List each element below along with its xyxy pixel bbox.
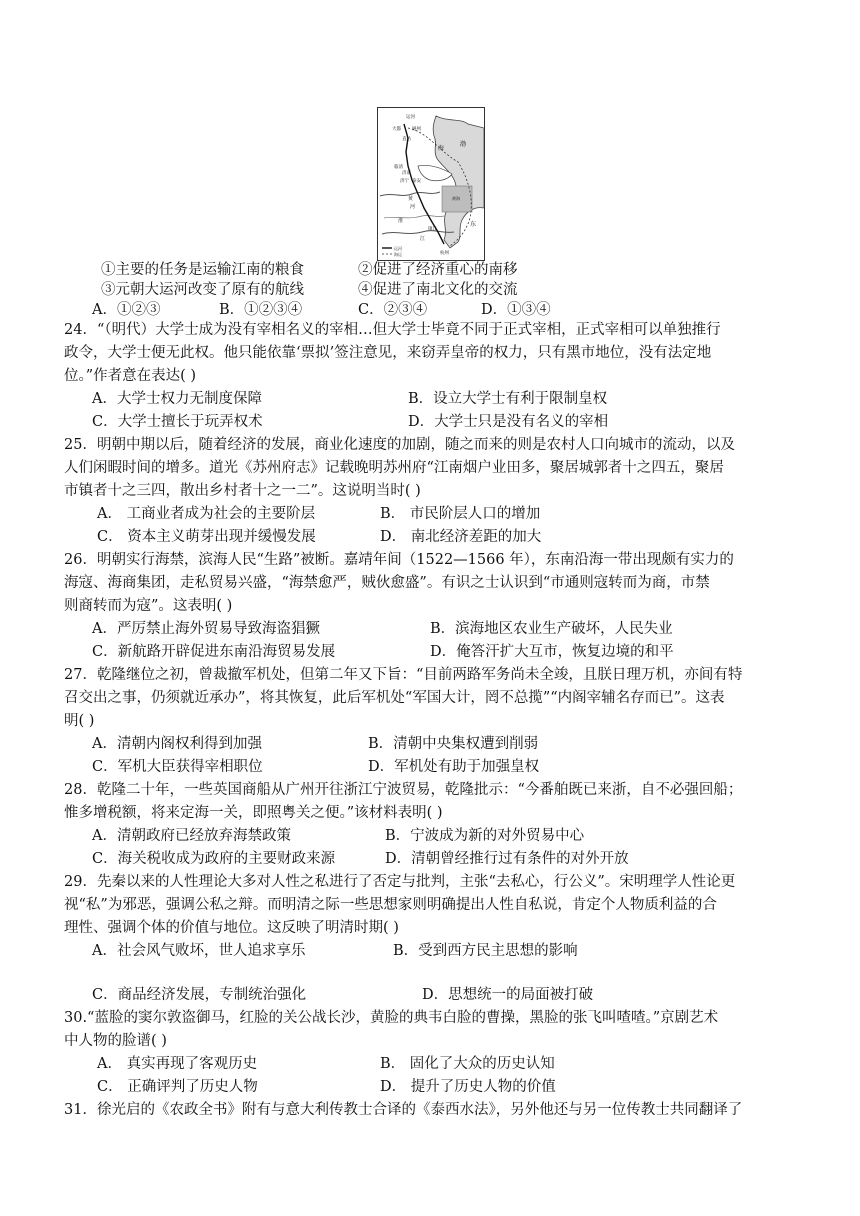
map-label-hai: 海: [438, 145, 445, 152]
map-label-huai: 淮: [398, 218, 404, 224]
q27-option-a[interactable]: A．清朝内阁权利得到加强: [92, 736, 262, 752]
q23-option-c[interactable]: C．②③④: [358, 302, 428, 318]
q25-option-c[interactable]: C． 资本主义萌芽出现并缓慢发展: [97, 529, 316, 545]
map-label-sea-block: 黄海: [452, 196, 460, 201]
q27-stem-line-1: 27．乾隆继位之初，曾裁撤军机处，但第二年又下旨：“目前两路军务尚未全竣，且朕日理万机，亦间有特: [64, 667, 743, 683]
map-label-dong: 东: [470, 221, 477, 228]
map-label-he: 河: [410, 204, 416, 210]
q29-stem-line-3: 理性、强调个体的价值与地位。这反映了明清时期( ): [64, 920, 399, 936]
map-label-jining: 济宁: [400, 179, 409, 184]
q26-option-a[interactable]: A．严厉禁止海外贸易导致海盗猖獗: [92, 621, 320, 637]
q24-stem-line-3: 位。”作者意在表达( ): [64, 368, 197, 384]
q31-stem-line-1: 31．徐光启的《农政全书》附有与意大利传教士合译的《泰西水法》，另外他还与另一位传教士共同翻译了: [64, 1102, 743, 1118]
q26-stem-line-3: 则商转而为寇”。这表明( ): [64, 598, 233, 614]
map-label-zhiguo: 直沽: [402, 137, 411, 142]
grand-canal-map: [377, 107, 485, 261]
q24-stem-line-1: 24．“（明代）大学士成为没有宰相名义的宰相…但大学士毕竟不同于正式宰相，正式宰相可以单独推行: [64, 322, 721, 338]
q25-option-d[interactable]: D． 南北经济差距的加大: [380, 529, 542, 545]
q29-option-c[interactable]: C．商品经济发展，专制统治强化: [92, 987, 307, 1003]
q29-stem-line-1: 29．先秦以来的人性理论大多对人性之私进行了否定与批判，主张“去私心，行公义”。宋明理学人性论更: [64, 874, 736, 890]
map-label-jiang: 江: [420, 236, 426, 242]
q28-option-b[interactable]: B．宁波成为新的对外贸易中心: [385, 828, 585, 844]
q28-stem-line-2: 惟多增税额，将来定海一关，即照粤关之便。”该材料表明( ): [64, 805, 443, 821]
q30-stem-line-1: 30.“蓝脸的窦尔敦盗御马，红脸的关公战长沙，黄脸的典韦白脸的曹操，黑脸的张飞叫喳喳。”京剧艺术: [64, 1010, 719, 1026]
q29-option-a[interactable]: A．社会风气败坏，世人追求享乐: [92, 943, 306, 959]
q30-option-d[interactable]: D． 提升了历史人物的价值: [380, 1079, 556, 1095]
q23-statement-2: ②促进了经济重心的南移: [358, 262, 518, 278]
map-drawing: [378, 108, 484, 260]
q30-stem-line-2: 中人物的脸谱( ): [64, 1033, 167, 1049]
map-legend-yunhe: 运河: [394, 246, 402, 251]
q23-statement-1: ①主要的任务是运输江南的粮食: [101, 262, 304, 278]
q27-stem-line-2: 召交出之事，仍须就近承办”，将其恢复，此后军机处“军国大计，罔不总揽”“内阁宰辅名存而已”。这表: [64, 690, 725, 706]
q27-option-b[interactable]: B．清朝中央集权遭到削弱: [368, 736, 539, 752]
q26-stem-line-2: 海寇、海商集团，走私贸易兴盛，“海禁愈严，贼伙愈盛”。有识之士认识到“市通则寇转而为商，市禁: [64, 575, 710, 591]
q27-option-d[interactable]: D．军机处有助于加强皇权: [368, 759, 540, 775]
q24-option-a[interactable]: A．大学士权力无制度保障: [92, 391, 262, 407]
q29-stem-line-2: 视“私”为邪恶，强调公私之辩。而明清之际一些思想家则明确提出人性自私说，肯定个人物质利益的合: [64, 897, 717, 913]
q28-option-a[interactable]: A．清朝政府已经放弃海禁政策: [92, 828, 291, 844]
q24-option-c[interactable]: C．大学士擅长于玩弄权术: [92, 414, 263, 430]
map-label-yunhe: 运河: [406, 115, 415, 120]
q25-option-a[interactable]: A． 工商业者成为社会的主要阶层: [97, 506, 316, 522]
map-label-zhenjiang: 镇江: [428, 227, 437, 232]
q24-stem-line-2: 政令，大学士便无此权。他只能依靠‘票拟’签注意见，来窃弄皇帝的权力，只有黑市地位，没有法定地: [64, 345, 712, 361]
q25-stem-line-3: 市镇者十之三四，散出乡村者十之一二”。这说明当时( ): [64, 483, 421, 499]
q25-stem-line-2: 人们闲暇时间的增多。道光《苏州府志》记载晚明苏州府“江南烟户业田多，聚居城郭者十之四五，聚居: [64, 460, 724, 476]
q26-option-c[interactable]: C．新航路开辟促进东南沿海贸易发展: [92, 644, 336, 660]
map-label-jinan: 济南: [402, 171, 411, 176]
q29-option-d[interactable]: D．思想统一的局面被打破: [422, 987, 594, 1003]
q23-option-d[interactable]: D．①③④: [481, 302, 551, 318]
map-label-huang: 黄: [408, 196, 414, 202]
q23-statement-3: ③元朝大运河改变了原有的航线: [101, 282, 304, 298]
q26-option-b[interactable]: B．滨海地区农业生产破坏，人民失业: [430, 621, 673, 637]
q30-option-b[interactable]: B． 固化了大众的历史认知: [380, 1056, 555, 1072]
q27-stem-line-3: 明( ): [64, 713, 95, 729]
map-legend-hanglu: 海运: [394, 252, 402, 257]
q23-option-a[interactable]: A．①②③: [92, 302, 161, 318]
q23-option-b[interactable]: B．①②③④: [219, 302, 303, 318]
map-label-hangzhou: 杭州: [440, 251, 449, 256]
q24-option-b[interactable]: B．设立大学士有利于限制皇权: [408, 391, 608, 407]
q24-option-d[interactable]: D．大学士只是没有名义的宰相: [408, 414, 609, 430]
q23-statement-4: ④促进了南北文化的交流: [358, 282, 518, 298]
q26-stem-line-1: 26．明朝实行海禁，滨海人民“生路”被断。嘉靖年间（1522—1566 年），东南沿海一带出现颇有实力的: [64, 552, 734, 568]
q28-option-c[interactable]: C．海关税收成为政府的主要财政来源: [92, 851, 336, 867]
q30-option-c[interactable]: C． 正确评判了历史人物: [97, 1079, 258, 1095]
q27-option-c[interactable]: C．军机大臣获得宰相职位: [92, 759, 263, 775]
map-label-taian: 泰安: [412, 179, 421, 184]
map-label-linqing: 临清: [394, 165, 403, 170]
q28-stem-line-1: 28．乾隆二十年，一些英国商船从广州开往浙江宁波贸易，乾隆批示：“今番舶既已来浙，自不必强回船；: [64, 782, 743, 798]
map-label-bo: 渤: [460, 141, 467, 148]
q25-stem-line-1: 25．明朝中期以后，随着经济的发展，商业化速度的加剧，随之而来的则是农村人口向城市的流动，以及: [64, 437, 735, 453]
q26-option-d[interactable]: D．俺答汗扩大互市，恢复边境的和平: [430, 644, 674, 660]
q29-option-b[interactable]: B．受到西方民主思想的影响: [393, 943, 578, 959]
q28-option-d[interactable]: D．清朝曾经推行过有条件的对外开放: [385, 851, 629, 867]
q25-option-b[interactable]: B． 市民阶层人口的增加: [380, 506, 541, 522]
q30-option-a[interactable]: A． 真实再现了客观历史: [97, 1056, 258, 1072]
map-label-tongzhou: 通州: [412, 127, 421, 132]
map-label-dadu: 大都: [392, 127, 401, 132]
